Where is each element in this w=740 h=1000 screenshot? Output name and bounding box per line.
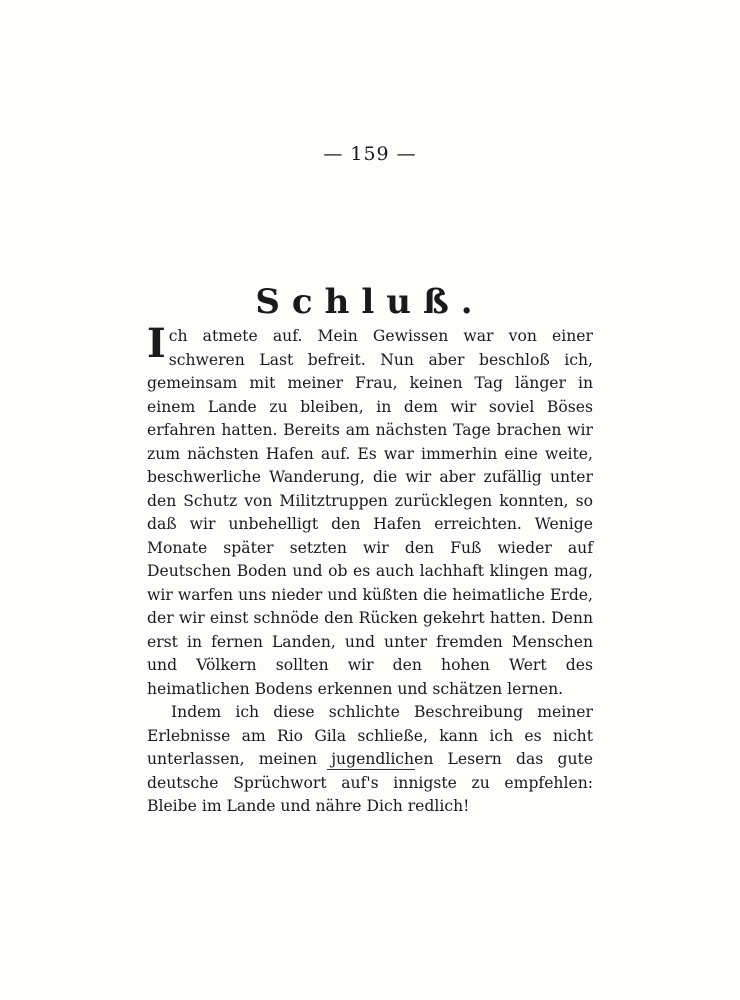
end-rule — [327, 769, 415, 770]
page-number: — 159 — — [323, 143, 417, 165]
paragraph-1: Ich atmete auf. Mein Gewissen war von einer schweren Last befreit. Nun aber beschloß ich, gemeinsam mit meiner Frau, keinen Tag länger in einem Lande zu bleiben, in dem wir soviel Böses erfahren hatten. Bereits am nächsten Tage brachen wir zum nächsten Hafen auf. Es war immerhin eine weite, beschwerliche Wanderung, die wir aber zufällig unter den Schutz von Militztruppen zurücklegen konnten, so daß wir unbehelligt den Hafen erreichten. Wenige Monate später setzten wir den Fuß wieder auf Deutschen Boden und ob es auch lachhaft klingen mag, wir warfen uns nieder und küßten die heimatliche Erde, der wir einst schnöde den Rücken gekehrt hatten. Denn erst in fernen Landen, und unter fremden Menschen und Völkern sollten wir den hohen Wert des heimatlichen Bodens erkennen und schätzen lernen. — [147, 320, 593, 698]
paragraph-2: Indem ich diese schlichte Beschreibung meiner Erlebnisse am Rio Gila schließe, kann ich es nicht unterlassen, meinen jugendlichen Lesern das gute deutsche Sprüchwort auf's innigste zu empfehlen: Bleibe im Lande und nähre Dich redlich! — [147, 703, 593, 815]
chapter-heading: Schluß. — [255, 282, 485, 322]
body-text — [147, 320, 593, 819]
